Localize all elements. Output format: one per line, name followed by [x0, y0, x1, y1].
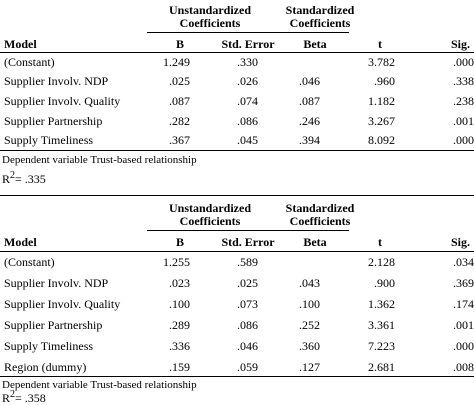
table-bottom-rule	[0, 376, 474, 377]
sig-value: .001	[453, 318, 474, 332]
beta-value: .127	[299, 360, 320, 374]
beta-header: Beta	[303, 37, 327, 51]
b-value: .087	[169, 94, 190, 108]
beta-value: .100	[299, 297, 320, 311]
row-label: Supplier Involv. NDP	[4, 276, 109, 290]
t-value: 3.782	[368, 55, 395, 69]
model-header: Model	[4, 235, 37, 249]
beta-value: .046	[299, 74, 320, 88]
b-value: 1.249	[163, 55, 190, 69]
r-squared-symbol: R	[2, 391, 11, 405]
column-header-rule	[0, 251, 474, 252]
t-value: 8.092	[368, 133, 395, 147]
sig-value: .174	[453, 297, 474, 311]
b-value: .282	[169, 114, 190, 128]
se-value: .073	[237, 297, 258, 311]
r-squared-value: = .335	[15, 172, 46, 186]
standardized-header-line2: Coefficients	[289, 214, 351, 228]
row-label: Supplier Partnership	[4, 114, 103, 128]
r-squared	[2, 391, 46, 405]
se-value: .059	[237, 360, 258, 374]
sig-value: .000	[453, 133, 474, 147]
row-label: (Constant)	[4, 255, 55, 269]
sig-header: Sig.	[450, 37, 470, 51]
row-label: Supply Timeliness	[4, 339, 94, 353]
se-value: .074	[237, 94, 258, 108]
header-underline	[147, 230, 349, 231]
t-value: 1.182	[368, 94, 395, 108]
beta-value: .043	[299, 276, 320, 290]
regression-table-2	[0, 196, 474, 404]
standardized-header-line1: Standardized	[285, 201, 355, 215]
dependent-variable-note: Dependent variable Trust-based relationship	[2, 379, 197, 391]
r-squared-exponent: 2	[10, 170, 16, 181]
se-value: .086	[237, 114, 258, 128]
b-value: .025	[169, 74, 190, 88]
beta-value: .246	[299, 114, 320, 128]
sig-value: .001	[453, 114, 474, 128]
b-header: B	[175, 235, 184, 249]
sig-value: .034	[453, 255, 474, 269]
sig-value: .000	[453, 55, 474, 69]
sig-value: .008	[453, 360, 474, 374]
se-value: .046	[237, 339, 258, 353]
standardized-header-line1: Standardized	[285, 3, 355, 17]
row-label: Region (dummy)	[4, 360, 87, 374]
se-value: .330	[237, 55, 258, 69]
unstandardized-header-line2: Coefficients	[179, 214, 241, 228]
regression-table-1	[0, 0, 474, 200]
row-label: Supplier Involv. Quality	[4, 297, 121, 311]
se-value: .086	[237, 318, 258, 332]
se-value: .589	[237, 255, 258, 269]
b-value: .023	[169, 276, 190, 290]
t-value: 1.362	[368, 297, 395, 311]
table-bottom-rule	[0, 150, 474, 151]
t-value: .900	[374, 276, 395, 290]
sig-value: .000	[453, 339, 474, 353]
b-value: .159	[169, 360, 190, 374]
column-header-rule	[0, 52, 474, 53]
t-header: t	[378, 37, 382, 51]
dependent-variable-note: Dependent variable Trust-based relationship	[2, 154, 197, 166]
r-squared	[2, 172, 46, 186]
row-label: Supplier Involv. NDP	[4, 74, 109, 88]
standardized-header-line2: Coefficients	[289, 16, 351, 30]
r-squared-symbol: R	[2, 172, 11, 186]
se-value: .045	[237, 133, 258, 147]
t-value: 2.128	[368, 255, 395, 269]
se-value: .026	[237, 74, 258, 88]
sig-value: .338	[453, 74, 474, 88]
t-value: 3.361	[368, 318, 395, 332]
sig-value: .369	[453, 276, 474, 290]
std-error-header: Std. Error	[221, 37, 275, 51]
t-value: 7.223	[368, 339, 395, 353]
unstandardized-header-line1: Unstandardized	[168, 201, 251, 215]
unstandardized-header-line1: Unstandardized	[168, 3, 251, 17]
b-value: .100	[169, 297, 190, 311]
header-underline	[147, 32, 349, 33]
beta-value: .087	[299, 94, 320, 108]
sig-value: .238	[453, 94, 474, 108]
b-value: 1.255	[163, 255, 190, 269]
t-value: .960	[374, 74, 395, 88]
row-label: Supplier Involv. Quality	[4, 94, 121, 108]
beta-value: .394	[299, 133, 320, 147]
t-header: t	[378, 235, 382, 249]
row-label: Supplier Partnership	[4, 318, 103, 332]
sig-header: Sig.	[450, 235, 470, 249]
b-value: .336	[169, 339, 190, 353]
row-label: Supply Timeliness	[4, 133, 94, 147]
beta-header: Beta	[303, 235, 327, 249]
std-error-header: Std. Error	[221, 235, 275, 249]
t-value: 3.267	[368, 114, 395, 128]
t-value: 2.681	[368, 360, 395, 374]
b-header: B	[175, 37, 184, 51]
b-value: .289	[169, 318, 190, 332]
beta-value: .252	[299, 318, 320, 332]
row-label: (Constant)	[4, 55, 55, 69]
se-value: .025	[237, 276, 258, 290]
beta-value: .360	[299, 339, 320, 353]
unstandardized-header-line2: Coefficients	[179, 16, 241, 30]
b-value: .367	[169, 133, 190, 147]
r-squared-exponent: 2	[10, 389, 16, 400]
model-header: Model	[4, 37, 37, 51]
r-squared-value: = .358	[15, 391, 46, 405]
